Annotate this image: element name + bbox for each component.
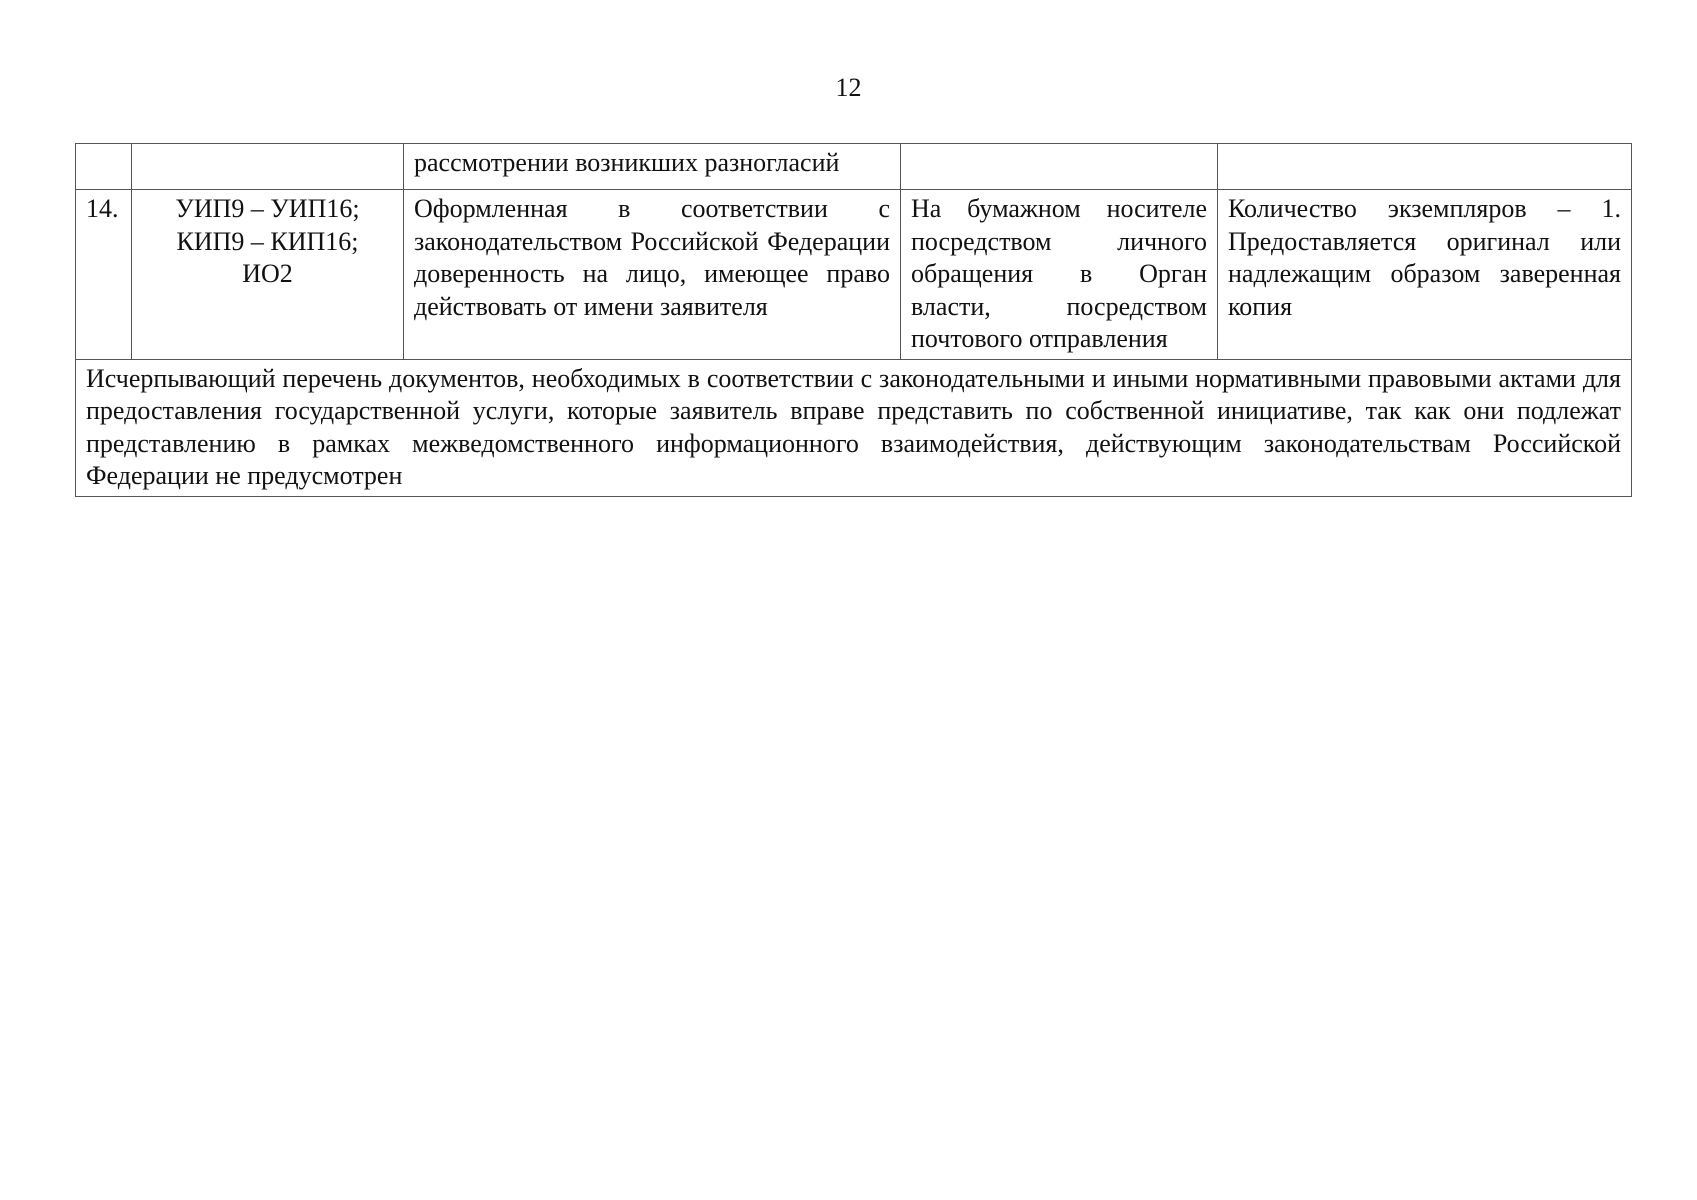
table-row-continuation (76, 144, 1632, 190)
code-line: УИП9 – УИП16; (175, 194, 360, 223)
cell-document-name: Оформленная в соответствии с законодательством Российской Федерации доверенность на лицо, имеющее право действовать от имени заявителя (404, 190, 901, 360)
table-row-14 (76, 190, 1632, 360)
code-line: КИП9 – КИП16; (176, 226, 359, 256)
cell-codes (132, 190, 404, 360)
cell-footer-note: Исчерпывающий перечень документов, необходимых в соответствии с законодательными и иными нормативными правовыми актами для предоставления государственной услуги, которые заявитель вправе представить по собственной инициативе, так как они подлежат представлению в рамках межведомственного информационного взаимодействия, действующим законодательствам Российской Федерации не предусмотрен (76, 359, 1632, 496)
cell-row-number: 14. (76, 190, 132, 360)
cell-requirements: Количество экземпляров – 1. Предоставляется оригинал или надлежащим образом заверенная копия (1218, 190, 1632, 360)
table-row-footer-note (76, 359, 1632, 496)
cell-number-empty (76, 144, 132, 190)
cell-codes-empty (132, 144, 404, 190)
page-number: 12 (835, 73, 862, 102)
documents-table (75, 143, 1632, 497)
cell-submission-empty (901, 144, 1218, 190)
code-line: ИО2 (242, 259, 293, 288)
cell-requirements-empty (1218, 144, 1632, 190)
cell-document-name-tail: рассмотрении возникших разногласий (404, 144, 901, 190)
cell-submission-method: На бумажном носителе посредством личного обращения в Орган власти, посредством почтового отправления (901, 190, 1218, 360)
